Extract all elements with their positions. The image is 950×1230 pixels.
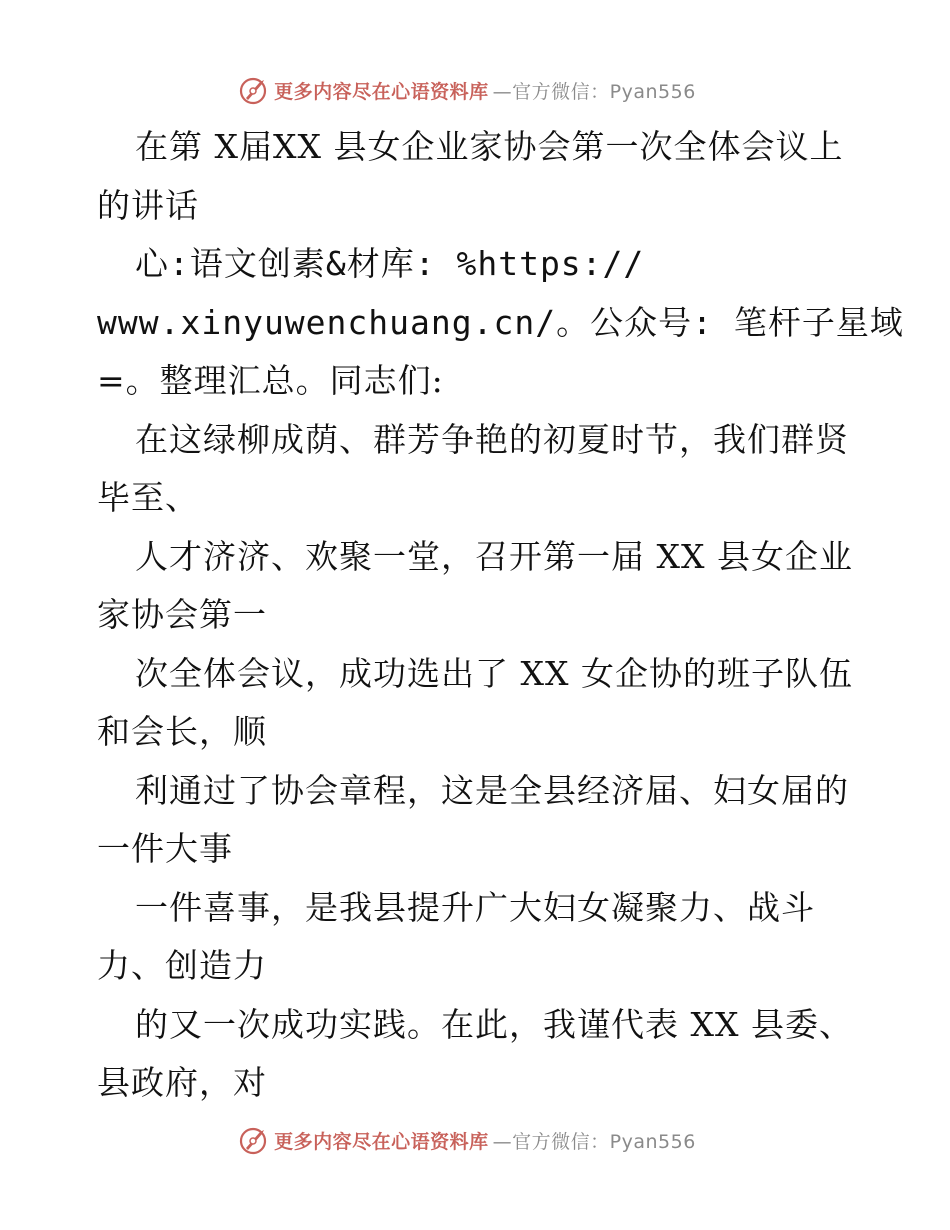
text-line: 利通过了协会章程，这是全县经济届、妇女届的 [135, 770, 849, 810]
text-line: 毕至、 [97, 478, 199, 517]
text-line: 的又一次成功实践。在此，我谨代表 XX 县委、 [135, 1004, 853, 1044]
header-banner-title: 更多内容尽在心语资料库 [274, 80, 489, 103]
text-line: www.xinyuwenchuang.cn/。公众号: 笔杆子星域 [97, 302, 904, 342]
document-body [97, 118, 904, 1113]
text-line: 在第 X届XX 县女企业家协会第一次全体会议上 [135, 127, 844, 166]
header-banner-inner [238, 74, 696, 106]
text-line: 和会长，顺 [97, 712, 267, 751]
text-line: 的讲话 [97, 185, 199, 225]
text-line: 心:语文创素&材库: %https:// [135, 244, 645, 283]
footer-banner [0, 1120, 950, 1160]
text-line: 人才济济、欢聚一堂，召开第一届 XX 县女企业 [135, 536, 853, 576]
footer-banner-contact: —官方微信：Pyan556 [492, 1130, 696, 1153]
header-banner [0, 70, 950, 110]
text-line: 力、创造力 [97, 946, 267, 985]
text-line: 一件大事 [97, 829, 233, 868]
footer-banner-inner [238, 1124, 696, 1156]
text-line: 一件喜事，是我县提升广大妇女凝聚力、战斗 [135, 887, 815, 927]
text-line: 家协会第一 [97, 595, 267, 634]
quill-pen-logo-icon [238, 74, 270, 106]
text-line: 在这绿柳成荫、群芳争艳的初夏时节，我们群贤 [135, 419, 849, 459]
footer-banner-title: 更多内容尽在心语资料库 [274, 1130, 489, 1153]
text-line: =。整理汇总。同志们: [97, 361, 444, 400]
text-line: 县政府，对 [97, 1063, 267, 1102]
text-line: 次全体会议，成功选出了 XX 女企协的班子队伍 [135, 653, 853, 693]
header-banner-contact: —官方微信：Pyan556 [492, 80, 696, 103]
quill-pen-logo-icon [238, 1124, 270, 1156]
